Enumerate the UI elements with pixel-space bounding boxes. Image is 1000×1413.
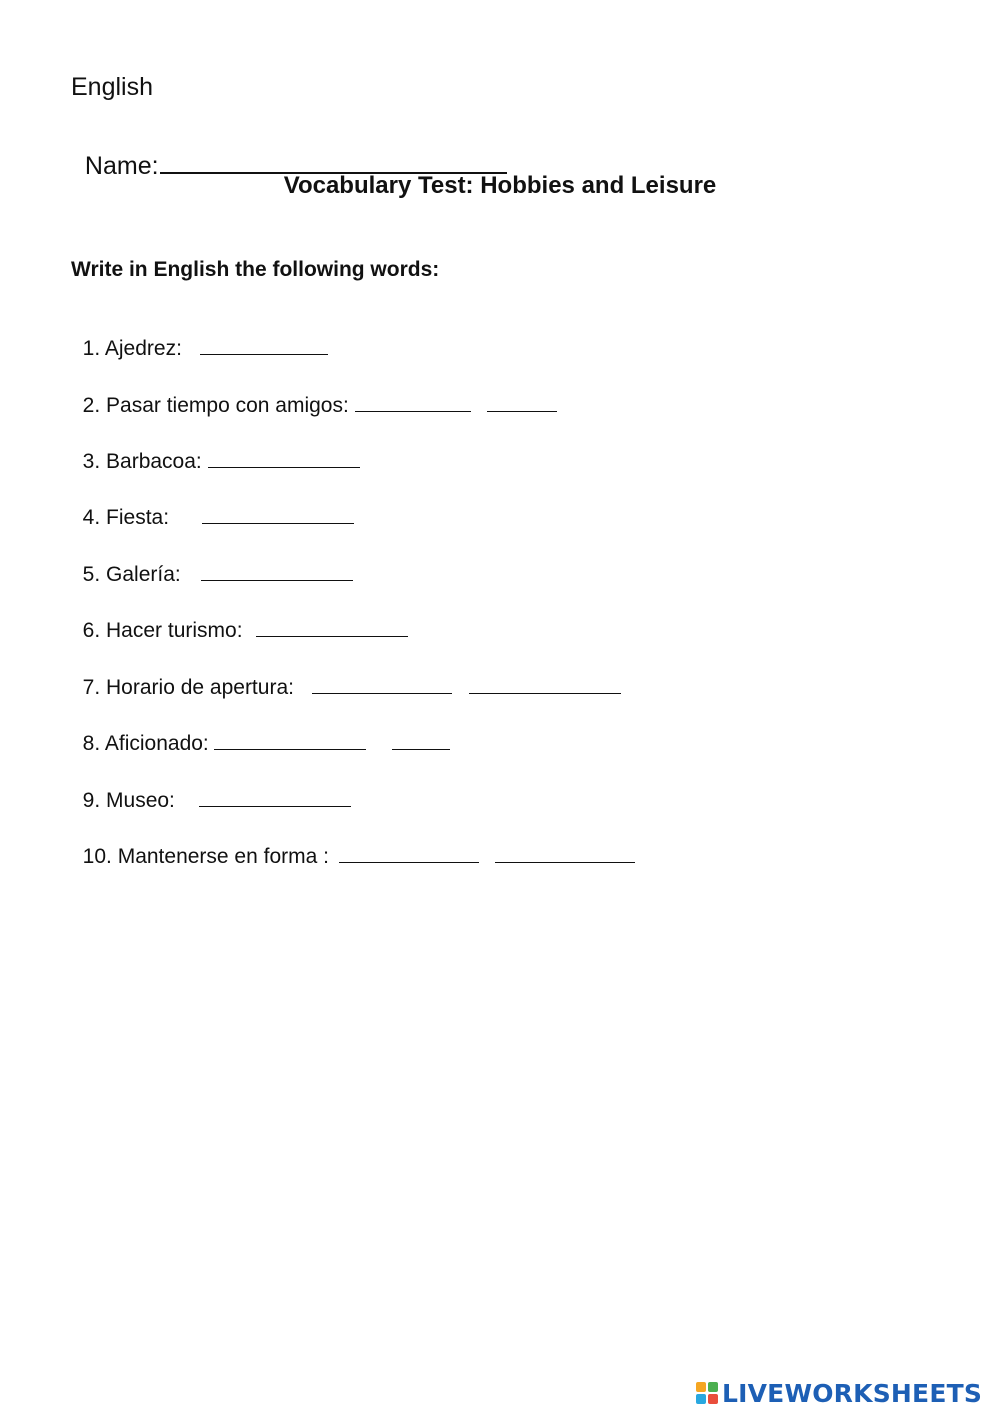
item-label: 8. Aficionado: <box>82 732 209 755</box>
list-item <box>71 652 621 700</box>
logo-square <box>696 1382 706 1392</box>
item-label: 7. Horario de apertura: <box>82 676 294 699</box>
item-label: 1. Ajedrez: <box>82 337 182 360</box>
logo-square <box>696 1394 706 1404</box>
item-label: 10. Mantenerse en forma : <box>82 845 329 868</box>
list-item <box>71 821 635 869</box>
answer-blank[interactable] <box>469 676 621 694</box>
item-label: 5. Galería: <box>82 563 181 586</box>
answer-blank[interactable] <box>208 450 360 468</box>
answer-blank[interactable] <box>256 619 408 637</box>
answer-blank[interactable] <box>214 732 366 750</box>
logo-text: LIVEWORKSHEETS <box>722 1378 983 1408</box>
name-blank[interactable] <box>160 150 507 174</box>
answer-blank[interactable] <box>202 506 354 524</box>
list-item <box>71 426 360 474</box>
list-item <box>71 708 450 756</box>
answer-blank[interactable] <box>495 845 635 863</box>
answer-blank[interactable] <box>487 394 557 412</box>
page-title: Vocabulary Test: Hobbies and Leisure <box>283 172 717 199</box>
list-item <box>71 765 351 813</box>
item-label: 2. Pasar tiempo con amigos: <box>82 394 349 417</box>
item-label: 3. Barbacoa: <box>82 450 202 473</box>
subject-label: English <box>71 73 153 101</box>
answer-blank[interactable] <box>200 337 328 355</box>
list-item <box>71 539 353 587</box>
item-label: 9. Museo: <box>82 789 175 812</box>
name-label: Name: <box>84 152 159 180</box>
answer-blank[interactable] <box>199 789 351 807</box>
list-item <box>71 595 408 643</box>
list-item <box>71 313 328 361</box>
list-item <box>71 370 557 418</box>
item-label: 4. Fiesta: <box>82 506 170 529</box>
liveworksheets-logo <box>696 1376 982 1410</box>
list-item <box>71 482 354 530</box>
logo-square <box>708 1382 718 1392</box>
answer-blank[interactable] <box>392 732 450 750</box>
answer-blank[interactable] <box>339 845 479 863</box>
instructions: Write in English the following words: <box>71 258 440 281</box>
liveworksheets-logo-icon <box>696 1382 718 1404</box>
answer-blank[interactable] <box>312 676 452 694</box>
answer-blank[interactable] <box>201 563 353 581</box>
answer-blank[interactable] <box>355 394 471 412</box>
logo-square <box>708 1394 718 1404</box>
item-label: 6. Hacer turismo: <box>82 619 243 642</box>
